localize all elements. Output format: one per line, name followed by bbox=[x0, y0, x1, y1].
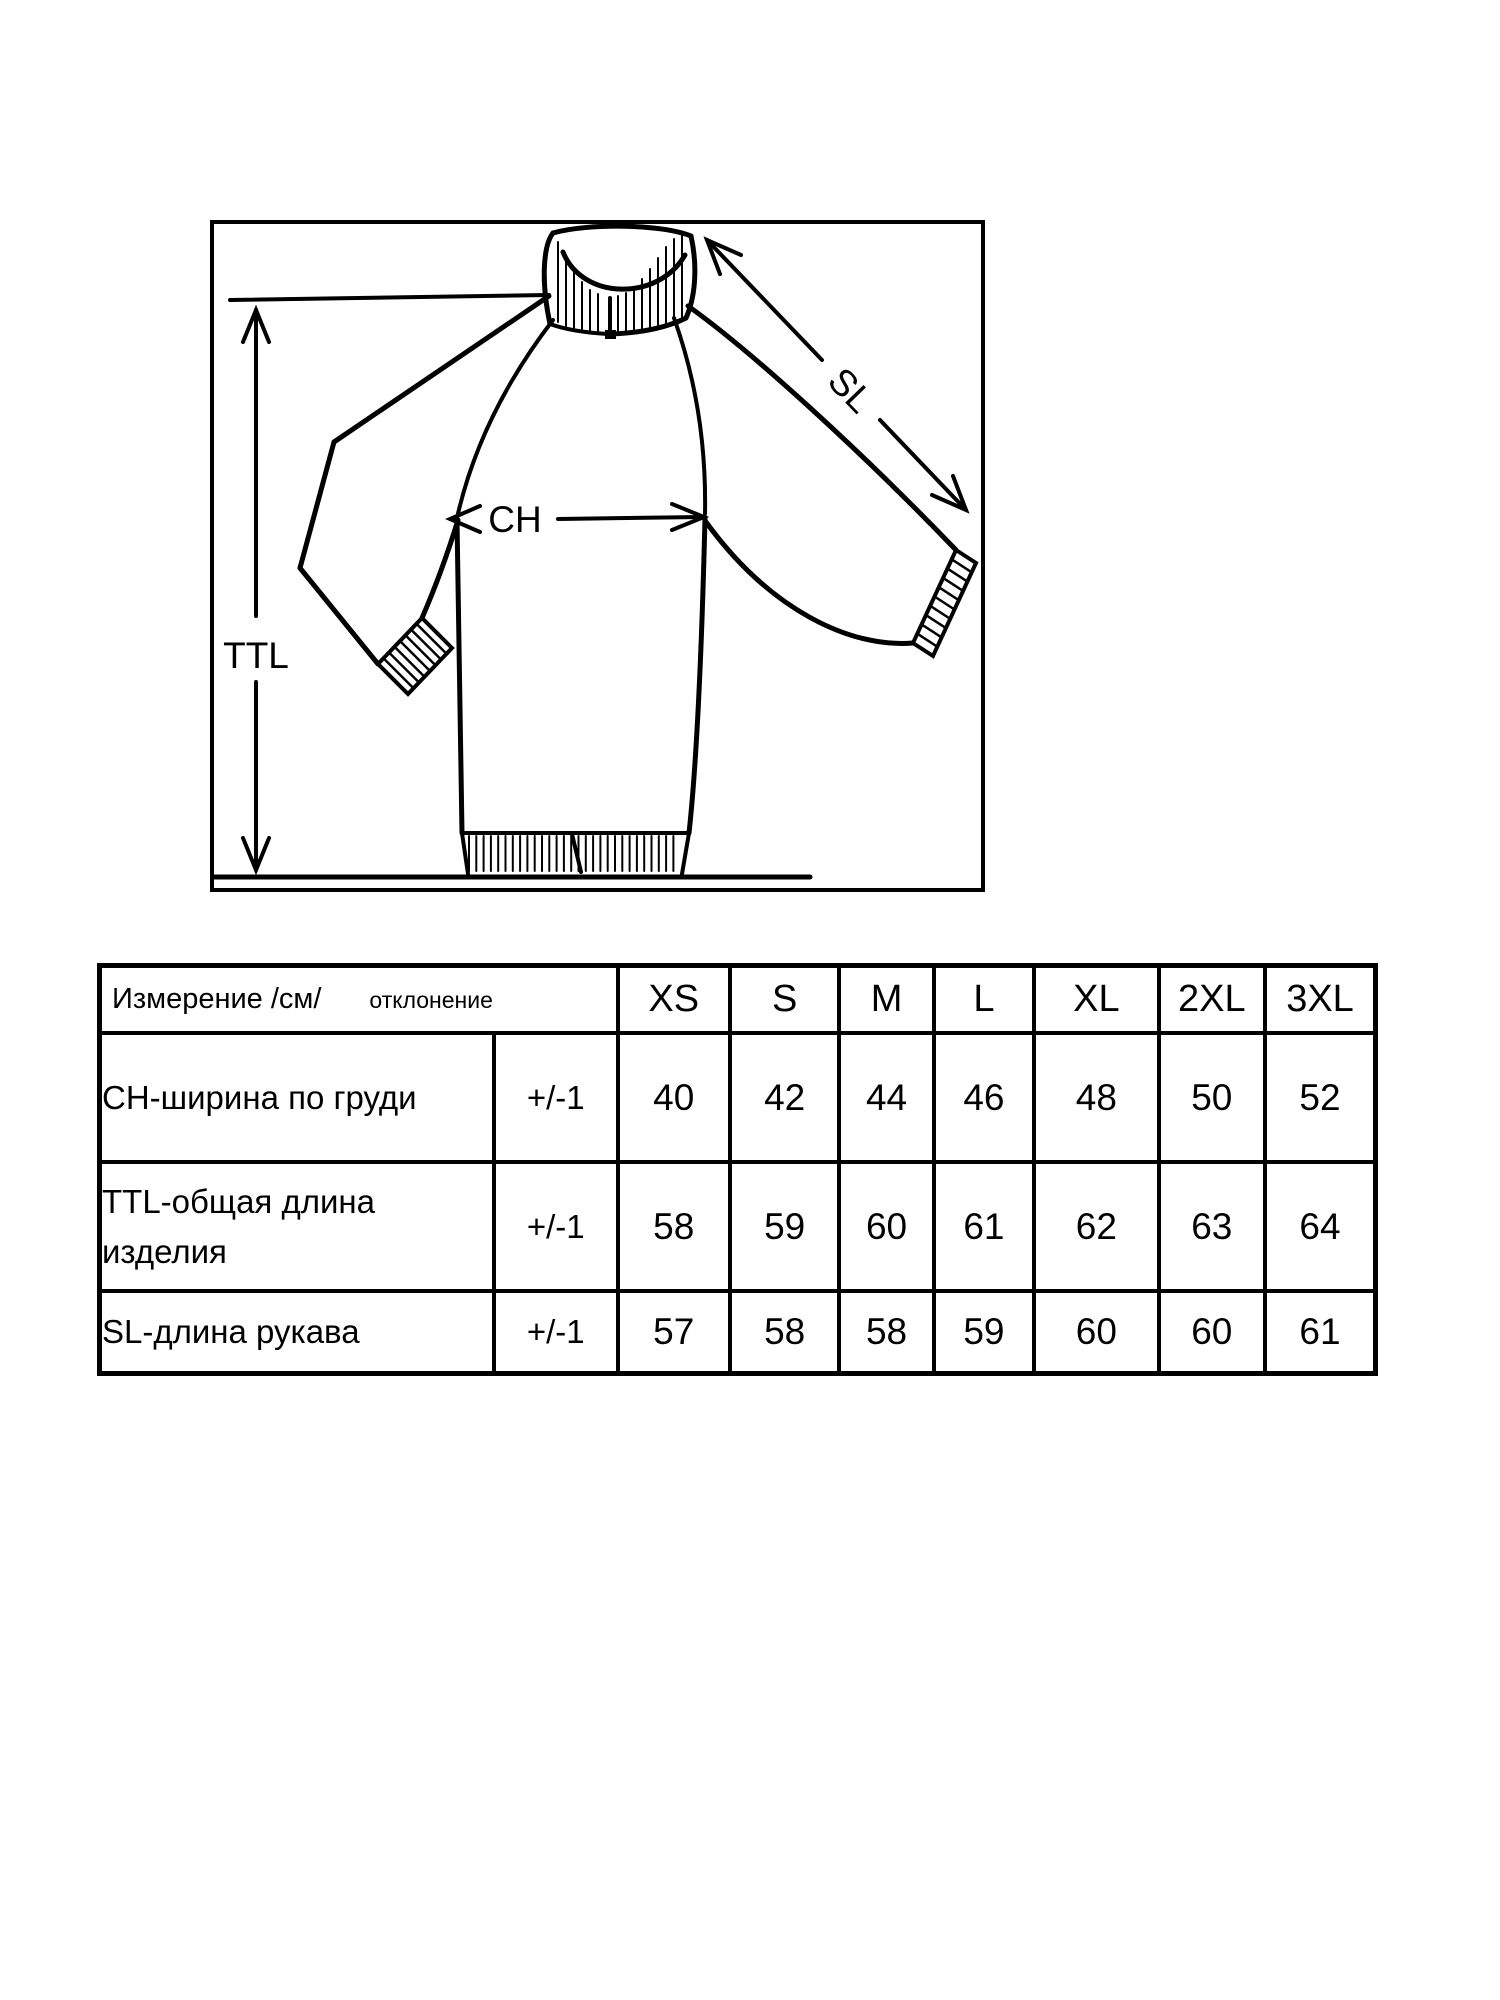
value-cell: 61 bbox=[1265, 1291, 1376, 1374]
value-cell: 40 bbox=[618, 1033, 730, 1162]
value-cell: 42 bbox=[730, 1033, 839, 1162]
value-cell: 60 bbox=[1034, 1291, 1158, 1374]
measurement-label: Измерение /см/ bbox=[112, 983, 322, 1015]
ttl-label: TTL bbox=[223, 635, 289, 676]
size-header-xs: XS bbox=[618, 966, 730, 1034]
table-row-length bbox=[100, 1162, 1376, 1291]
value-cell: 63 bbox=[1159, 1162, 1265, 1291]
value-cell: 58 bbox=[618, 1162, 730, 1291]
zipper-slider bbox=[605, 330, 616, 339]
value-cell: 46 bbox=[934, 1033, 1034, 1162]
row-label: SL-длина рукава bbox=[100, 1291, 495, 1374]
value-cell: 61 bbox=[934, 1162, 1034, 1291]
value-cell: 62 bbox=[1034, 1162, 1158, 1291]
measurement-header-cell bbox=[100, 966, 618, 1034]
value-cell: 58 bbox=[730, 1291, 839, 1374]
value-cell: 48 bbox=[1034, 1033, 1158, 1162]
size-header-2xl: 2XL bbox=[1159, 966, 1265, 1034]
value-cell: 60 bbox=[839, 1162, 933, 1291]
value-cell: 44 bbox=[839, 1033, 933, 1162]
value-cell: 64 bbox=[1265, 1162, 1376, 1291]
value-cell: 60 bbox=[1159, 1291, 1265, 1374]
deviation-value: +/-1 bbox=[494, 1291, 617, 1374]
value-cell: 50 bbox=[1159, 1033, 1265, 1162]
value-cell: 58 bbox=[839, 1291, 933, 1374]
size-header-l: L bbox=[934, 966, 1034, 1034]
value-cell: 57 bbox=[618, 1291, 730, 1374]
value-cell: 59 bbox=[730, 1162, 839, 1291]
size-header-3xl: 3XL bbox=[1265, 966, 1376, 1034]
size-table bbox=[97, 963, 1378, 1376]
value-cell: 52 bbox=[1265, 1033, 1376, 1162]
deviation-value: +/-1 bbox=[494, 1162, 617, 1291]
garment-diagram bbox=[210, 220, 985, 892]
size-header-m: M bbox=[839, 966, 933, 1034]
deviation-value: +/-1 bbox=[494, 1033, 617, 1162]
ch-label: CH bbox=[488, 499, 542, 540]
table-row-sleeve bbox=[100, 1291, 1376, 1374]
row-label: TTL-общая длина изделия bbox=[100, 1162, 495, 1291]
value-cell: 59 bbox=[934, 1291, 1034, 1374]
size-header-xl: XL bbox=[1034, 966, 1158, 1034]
table-header-row bbox=[100, 966, 1376, 1034]
size-header-s: S bbox=[730, 966, 839, 1034]
deviation-label: отклонение bbox=[369, 987, 493, 1013]
sl-label: SL bbox=[820, 359, 882, 421]
table-row-chest bbox=[100, 1033, 1376, 1162]
row-label: CH-ширина по груди bbox=[100, 1033, 495, 1162]
